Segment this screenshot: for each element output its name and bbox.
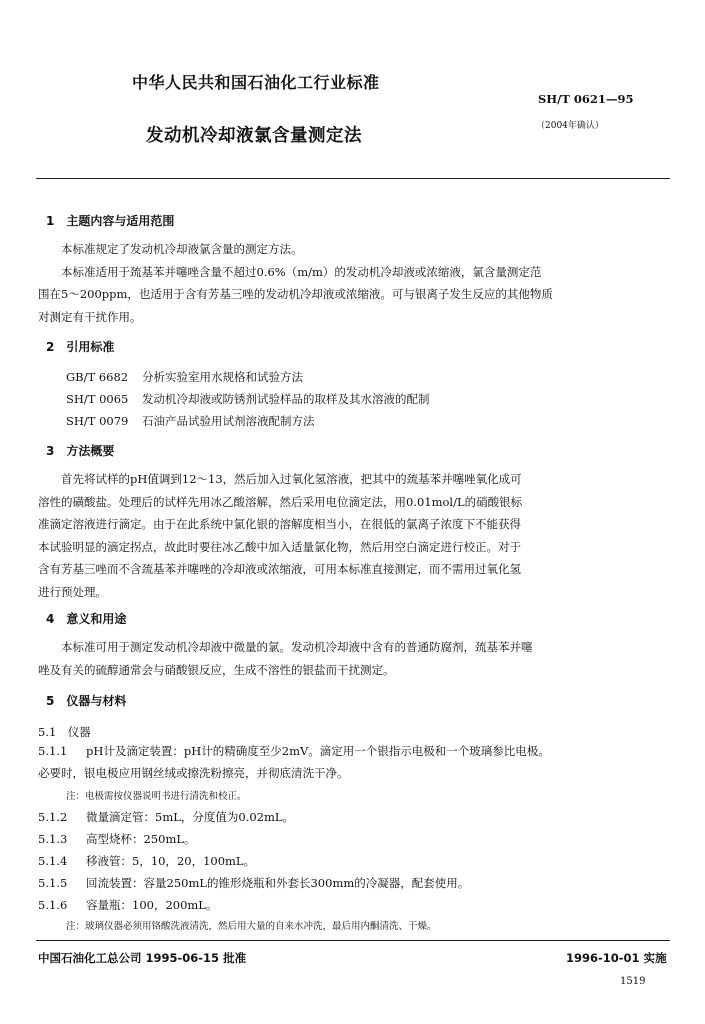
item-text: 回流装置：容量250mL的锥形烧瓶和外套长300mm的冷凝器，配套使用。 — [86, 876, 470, 890]
item-text-continued: 必要时，银电极应用钢丝绒或擦洗粉擦亮，并彻底清洗干净。 — [38, 766, 349, 780]
note-electrode: 注：电极需按仪器说明书进行清洗和校正。 — [66, 791, 247, 802]
section-2-heading: 2 引用标准 — [46, 340, 115, 354]
standard-code: SH/T 0621—95 — [538, 92, 634, 106]
item-5-1-4 — [38, 850, 670, 872]
section-1-heading: 1 主题内容与适用范围 — [46, 214, 175, 228]
reaffirm-note: （2004年确认） — [536, 121, 604, 131]
subsection-5-1-heading: 5.1 仪器 — [38, 725, 91, 739]
item-number: 5.1.2 — [38, 810, 68, 824]
document-title: 发动机冷却液氯含量测定法 — [146, 126, 362, 146]
section-1-para-2-line-2: 围在5～200ppm，也适用于含有芳基三唑的发动机冷却液或浓缩液。可与银离子发生反应的其他物质 — [38, 287, 553, 301]
section-1-body — [38, 238, 670, 328]
reference-item — [66, 388, 430, 410]
standard-org-title: 中华人民共和国石油化工行业标准 — [132, 73, 380, 92]
item-text: 移液管：5，10，20，100mL。 — [86, 854, 256, 868]
item-number: 5.1.1 — [38, 744, 68, 758]
section-4-line-1: 本标准可用于测定发动机冷却液中微量的氯。发动机冷却液中含有的普通防腐剂，巯基苯并噻 — [61, 640, 533, 654]
page-number: 1519 — [620, 976, 646, 987]
note-glassware: 注：玻璃仪器必须用铬酸洗液清洗，然后用大量的自来水冲洗，最后用内酮清洗、干燥。 — [66, 921, 437, 932]
reference-item — [66, 410, 315, 432]
item-text: 微量滴定管：5mL，分度值为0.02mL。 — [86, 810, 295, 824]
item-text: pH计及滴定装置：pH计的精确度至少2mV。滴定用一个银指示电极和一个玻璃参比电极。 — [86, 744, 550, 758]
reference-title: 石油产品试验用试剂溶液配制方法 — [142, 414, 315, 428]
item-number: 5.1.3 — [38, 832, 68, 846]
item-5-1-5 — [38, 872, 670, 894]
header-rule — [36, 178, 670, 179]
implementation-date: 1996-10-01 实施 — [566, 951, 667, 965]
section-3-heading: 3 方法概要 — [46, 444, 115, 458]
reference-code: SH/T 0079 — [66, 414, 129, 428]
section-3-line-5: 含有芳基三唑而不含巯基苯并噻唑的冷却液或浓缩液，可用本标准直接测定，而不需用过氧化氢 — [38, 562, 521, 576]
item-text: 容量瓶：100，200mL。 — [86, 898, 218, 912]
item-number: 5.1.6 — [38, 898, 68, 912]
reference-title: 分析实验室用水规格和试验方法 — [142, 370, 303, 384]
section-3-line-2: 溶性的磺酸盐。处理后的试样先用冰乙酸溶解，然后采用电位滴定法，用0.01mol/L的硝酸银标 — [38, 494, 523, 509]
section-4-body — [38, 636, 670, 681]
section-3-line-3: 准滴定溶液进行滴定。由于在此系统中氯化银的溶解度相当小，在很低的氯离子浓度下不能获得 — [38, 517, 521, 531]
section-3-body — [38, 468, 670, 603]
reference-code: GB/T 6682 — [66, 370, 129, 384]
footer-rule — [36, 940, 670, 941]
section-3-line-1: 首先将试样的pH值调到12～13，然后加入过氧化氢溶液，把其中的巯基苯并噻唑氧化成可 — [61, 472, 522, 486]
section-4-heading: 4 意义和用途 — [46, 612, 127, 626]
approval-line: 中国石油化工总公司 1995-06-15 批准 — [38, 951, 247, 965]
reference-code: SH/T 0065 — [66, 392, 129, 406]
reference-item — [66, 366, 303, 388]
item-5-1-3 — [38, 828, 670, 850]
section-1-para-2-line-3: 对测定有干扰作用。 — [38, 309, 142, 324]
item-5-1-2 — [38, 806, 670, 828]
section-1-para-1: 本标准规定了发动机冷却液氯含量的测定方法。 — [61, 242, 303, 256]
item-text: 高型烧杯：250mL。 — [86, 832, 196, 846]
section-3-line-4: 本试验明显的滴定拐点，故此时要往冰乙酸中加入适量氯化物，然后用空白滴定进行校正。对于 — [38, 539, 521, 554]
section-3-line-6: 进行预处理。 — [38, 584, 107, 599]
item-5-1-1 — [38, 740, 670, 784]
section-4-line-2: 唑及有关的硫醇通常会与硝酸银反应，生成不溶性的银盐而干扰测定。 — [38, 662, 395, 677]
item-number: 5.1.4 — [38, 854, 68, 868]
section-1-para-2-line-1: 本标准适用于巯基苯并噻唑含量不超过0.6%（m/m）的发动机冷却液或浓缩液，氯含量测定范 — [61, 264, 542, 279]
section-5-heading: 5 仪器与材料 — [46, 694, 127, 708]
item-5-1-6 — [38, 894, 670, 916]
reference-title: 发动机冷却液或防锈剂试验样品的取样及其水溶液的配制 — [142, 392, 430, 406]
item-number: 5.1.5 — [38, 876, 68, 890]
